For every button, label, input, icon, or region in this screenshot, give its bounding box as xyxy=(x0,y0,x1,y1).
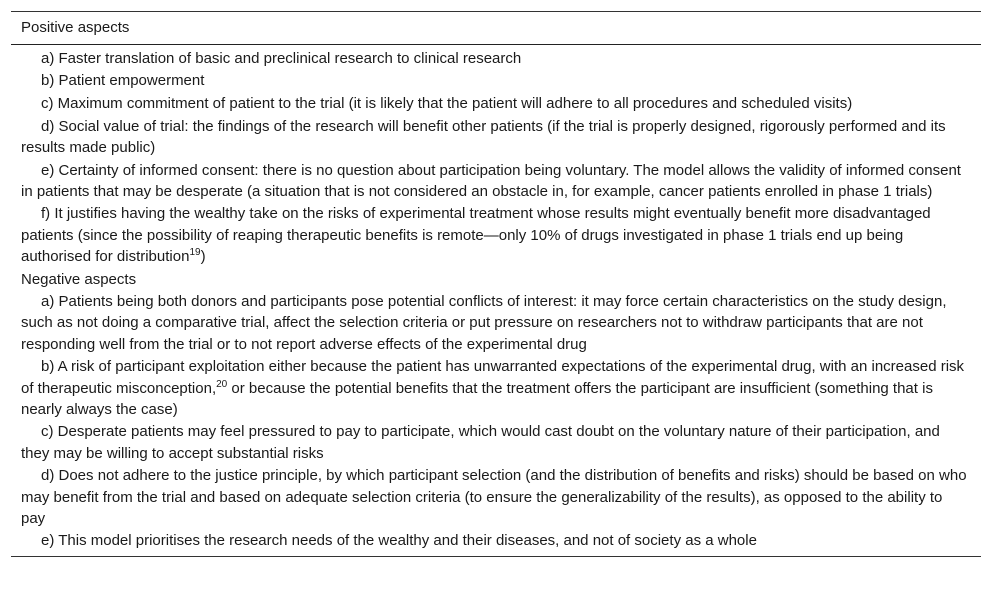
table-header: Positive aspects xyxy=(11,12,981,45)
positive-item-e: e) Certainty of informed consent: there is no question about participation being voluntary. The model allows the validity of informed consent in patients that may be desperate (a situation that is not considered an obstacle in, for example, cancer patients enrolled in phase 1 trials) xyxy=(21,161,961,200)
negative-item-e: e) This model prioritises the research needs of the wealthy and their diseases, and not of society as a whole xyxy=(41,532,757,550)
negative-aspects-heading: Negative aspects xyxy=(21,270,137,288)
reference-19: 19 xyxy=(189,246,201,258)
negative-item-b xyxy=(11,355,981,420)
negative-item-d: d) Does not adhere to the justice principle, by which participant selection (and the distribution of benefits and risks) should be based on who may benefit from the trial and based on adequate selection criteria (to ensure the generalizability of the results), as opposed to the ability to pay xyxy=(21,467,967,527)
positive-item-b: b) Patient empowerment xyxy=(41,72,205,90)
table-body xyxy=(11,45,981,556)
positive-item-f-tail: ) xyxy=(200,247,206,265)
negative-item-c: c) Desperate patients may feel pressured to pay to participate, which would cast doubt on the voluntary nature of their participation, and they may be willing to accept substantial risks xyxy=(21,423,940,462)
positive-item-f-text: f) It justifies having the wealthy take on the risks of experimental treatment whose results might eventually benefit more disadvantaged patients (since the possibility of reaping therapeutic benefits is remote—only 10% of drugs investigated in phase 1 trials end up being authorised for distribution xyxy=(21,205,931,265)
positive-item-f xyxy=(11,202,981,267)
reference-20: 20 xyxy=(216,378,228,390)
negative-item-b-tail: or because the potential benefits that the treatment offers the participant are insufficient (something that is nearly always the case) xyxy=(21,379,933,418)
negative-item-b-text: b) A risk of participant exploitation either because the patient has unwarranted expectations of the experimental drug, with an increased risk of therapeutic misconception, xyxy=(21,358,965,397)
negative-item-a: a) Patients being both donors and participants pose potential conflicts of interest: it may force certain characteristics on the study design, such as not doing a comparative trial, affect the selection criteria or put pressure on researchers not to withdraw participants that are not responding well from the trial or to not report adverse effects of the experimental drug xyxy=(21,293,947,353)
positive-item-a: a) Faster translation of basic and preclinical research to clinical research xyxy=(41,49,522,67)
positive-item-d: d) Social value of trial: the findings of the research will benefit other patients (if the trial is properly designed, rigorously performed and its results made public) xyxy=(21,117,946,156)
positive-item-c: c) Maximum commitment of patient to the trial (it is likely that the patient will adhere to all procedures and scheduled visits) xyxy=(41,94,853,112)
aspects-table xyxy=(11,11,981,557)
